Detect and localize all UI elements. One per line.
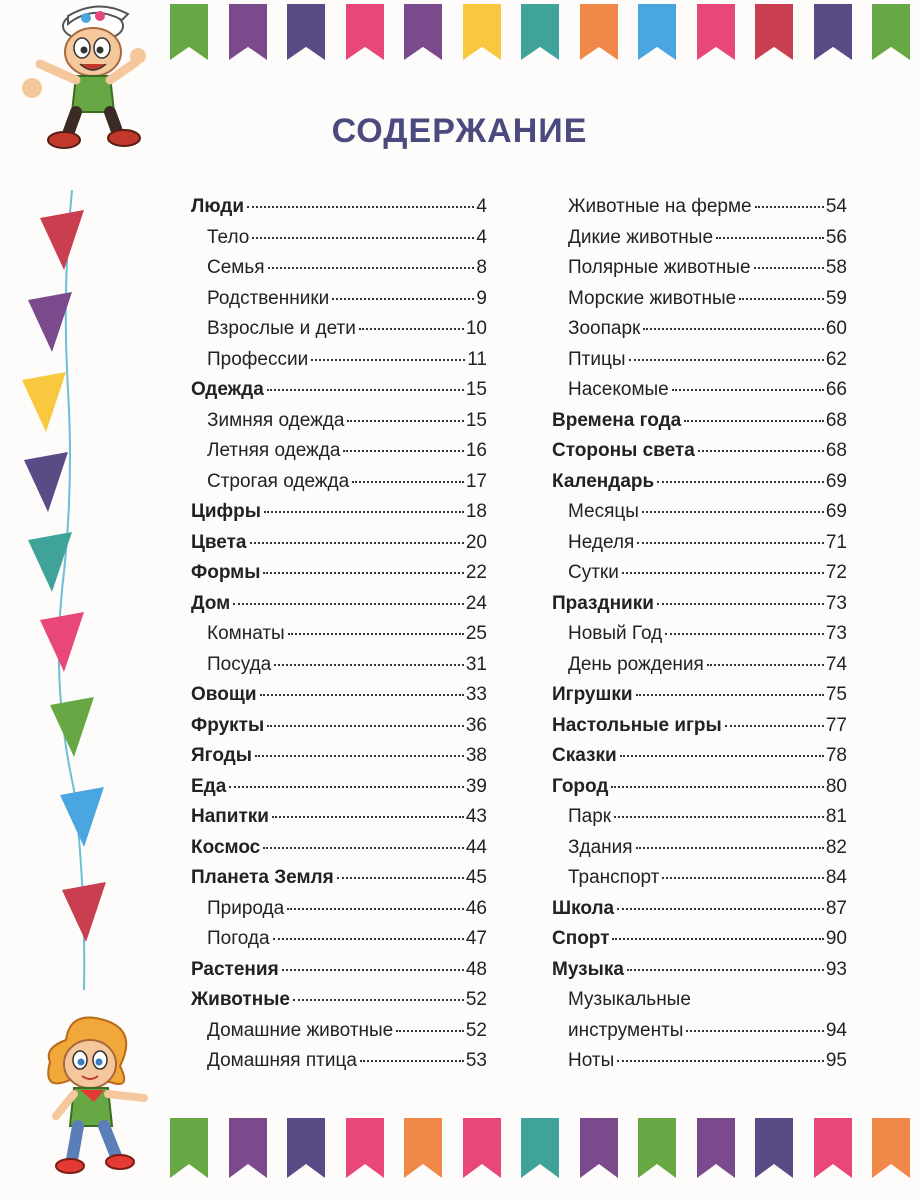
- toc-entry-page-number: 77: [825, 714, 847, 736]
- toc-entry-label: Комнаты: [207, 623, 285, 644]
- toc-entry-label: Полярные животные: [568, 257, 751, 278]
- toc-entry-label: Зоопарк: [568, 318, 641, 339]
- dot-leader: [250, 542, 464, 544]
- dot-leader: [611, 786, 823, 788]
- dot-leader: [263, 572, 463, 574]
- toc-entry-page-number: 56: [825, 226, 847, 248]
- toc-entry[interactable]: [552, 227, 847, 258]
- bunting-flag: [697, 4, 735, 60]
- dot-leader: [293, 999, 464, 1001]
- garland-pennant: [40, 612, 84, 672]
- toc-entry-label: Праздники: [552, 592, 654, 614]
- toc-entry-page-number: 54: [825, 196, 847, 217]
- toc-entry-label: Настольные игры: [552, 714, 722, 736]
- toc-entry[interactable]: [552, 654, 847, 685]
- toc-entry-page-number: 45: [465, 867, 487, 888]
- dot-leader: [636, 847, 824, 849]
- dot-leader: [657, 481, 824, 483]
- toc-entry-page-number: 60: [825, 318, 847, 339]
- bunting-flag: [521, 4, 559, 60]
- page-title: СОДЕРЖАНИЕ: [331, 112, 588, 150]
- toc-entry-page-number: 73: [825, 592, 847, 614]
- dot-leader: [247, 206, 474, 208]
- dot-leader: [627, 969, 824, 971]
- toc-entry[interactable]: [191, 227, 487, 258]
- toc-entry-label-line1: Музыкальные: [568, 989, 691, 1010]
- toc-entry-page-number: 87: [825, 897, 847, 919]
- toc-entry-page-number: 80: [825, 775, 847, 797]
- toc-entry[interactable]: [191, 410, 487, 441]
- toc-entry[interactable]: [191, 440, 487, 471]
- toc-left-column: [191, 196, 487, 1081]
- dot-leader: [233, 603, 464, 605]
- toc-entry-page-number: 94: [825, 1019, 847, 1041]
- toc-entry-label: Морские животные: [568, 287, 737, 309]
- toc-entry-page-number: 15: [465, 409, 487, 431]
- toc-entry-label: Город: [552, 775, 609, 797]
- toc-entry[interactable]: [191, 349, 487, 380]
- dot-leader: [684, 420, 824, 422]
- dot-leader: [662, 877, 823, 879]
- toc-entry-label: Планета Земля: [191, 867, 334, 888]
- garland-pennant: [24, 452, 68, 512]
- toc-entry-page-number: 8: [476, 257, 487, 278]
- dot-leader: [264, 511, 464, 513]
- toc-entry[interactable]: [552, 867, 847, 898]
- toc-entry[interactable]: [191, 959, 487, 990]
- side-garland: [0, 190, 120, 990]
- toc-entry[interactable]: [552, 928, 847, 959]
- bunting-flag: [814, 4, 852, 60]
- toc-entry-page-number: 48: [465, 958, 487, 980]
- toc-entry-page-number: 31: [465, 653, 487, 675]
- toc-entry[interactable]: [552, 745, 847, 776]
- toc-entry-page-number: 38: [465, 745, 487, 766]
- bunting-flag: [170, 1118, 208, 1178]
- toc-entry-label: Растения: [191, 958, 279, 980]
- dot-leader: [725, 725, 824, 727]
- toc-entry-page-number: 66: [825, 379, 847, 400]
- toc-entry-page-number: 53: [465, 1050, 487, 1071]
- garland-pennant: [22, 372, 66, 432]
- toc-entry[interactable]: [552, 715, 847, 746]
- dot-leader: [629, 359, 824, 361]
- dot-leader: [332, 298, 474, 300]
- toc-entry[interactable]: [552, 501, 847, 532]
- dot-leader: [272, 816, 464, 818]
- dot-leader: [287, 908, 464, 910]
- dot-leader: [672, 389, 824, 391]
- dot-leader: [642, 511, 824, 513]
- toc-entry-label: Времена года: [552, 409, 682, 431]
- dot-leader: [754, 267, 824, 269]
- toc-entry-page-number: 73: [825, 623, 847, 644]
- toc-entry[interactable]: [191, 501, 487, 532]
- toc-entry[interactable]: [552, 959, 847, 990]
- bunting-flag: [814, 1118, 852, 1178]
- toc-entry-page-number: 72: [825, 562, 847, 583]
- toc-entry[interactable]: [552, 898, 847, 929]
- bunting-flag: [229, 4, 267, 60]
- dot-leader: [637, 542, 824, 544]
- dot-leader: [288, 633, 464, 635]
- dot-leader: [657, 603, 824, 605]
- toc-entry-label: День рождения: [568, 653, 704, 675]
- dot-leader: [636, 694, 824, 696]
- bunting-flag: [463, 4, 501, 60]
- toc-entry-label: Цифры: [191, 501, 262, 522]
- toc-entry[interactable]: [552, 440, 847, 471]
- toc-entry-page-number: 44: [465, 836, 487, 858]
- dot-leader: [612, 938, 823, 940]
- toc-entry-label: Овощи: [191, 684, 257, 705]
- dot-leader: [255, 755, 464, 757]
- toc-entry-label: Домашние животные: [207, 1019, 394, 1041]
- toc-entry-label: Транспорт: [568, 867, 660, 888]
- bunting-flag: [170, 4, 208, 60]
- toc-entry-label: Сказки: [552, 745, 617, 766]
- toc-entry-label: Формы: [191, 562, 261, 583]
- dot-leader: [665, 633, 824, 635]
- dot-leader: [267, 389, 464, 391]
- bunting-flag: [287, 4, 325, 60]
- toc-entry[interactable]: [191, 898, 487, 929]
- toc-entry-label: Здания: [568, 836, 633, 858]
- dot-leader: [267, 725, 464, 727]
- toc-entry-label: Зимняя одежда: [207, 409, 345, 431]
- toc-entry-page-number: 46: [465, 897, 487, 919]
- toc-entry-page-number: 52: [465, 1019, 487, 1041]
- toc-entry-page-number: 10: [465, 318, 487, 339]
- toc-entry-page-number: 69: [825, 470, 847, 492]
- bunting-flag: [521, 1118, 559, 1178]
- toc-right-column: [552, 196, 847, 1081]
- bunting-flag: [638, 4, 676, 60]
- toc-entry[interactable]: [552, 776, 847, 807]
- toc-entry-page-number: 18: [465, 501, 487, 522]
- toc-entry-label: Игрушки: [552, 684, 633, 705]
- toc-entry[interactable]: [552, 806, 847, 837]
- toc-entry[interactable]: [552, 196, 847, 227]
- dot-leader: [396, 1030, 464, 1032]
- bunting-flag: [580, 4, 618, 60]
- toc-entry-label: Летняя одежда: [207, 440, 341, 461]
- toc-entry[interactable]: [552, 684, 847, 715]
- toc-entry-label: Птицы: [568, 348, 626, 370]
- toc-entry-page-number: 62: [825, 348, 847, 370]
- toc-entry[interactable]: [552, 349, 847, 380]
- bunting-flag: [404, 1118, 442, 1178]
- toc-entry[interactable]: [191, 623, 487, 654]
- toc-entry-label: Взрослые и дети: [207, 318, 356, 339]
- bunting-flag: [697, 1118, 735, 1178]
- toc-entry[interactable]: [191, 654, 487, 685]
- toc-entry[interactable]: [191, 318, 487, 349]
- toc-entry[interactable]: [191, 715, 487, 746]
- bunting-flag: [287, 1118, 325, 1178]
- bunting-flag: [346, 1118, 384, 1178]
- toc-entry[interactable]: [191, 684, 487, 715]
- dot-leader: [274, 664, 464, 666]
- toc-entry[interactable]: [552, 379, 847, 410]
- bunting-bottom: [0, 1112, 919, 1182]
- toc-entry[interactable]: [191, 806, 487, 837]
- toc-entry-page-number: 24: [465, 592, 487, 614]
- toc-entry-label: Посуда: [207, 653, 272, 675]
- toc-entry[interactable]: [191, 562, 487, 593]
- toc-entry-page-number: 20: [465, 531, 487, 553]
- toc-entry-page-number: 15: [465, 379, 487, 400]
- toc-entry[interactable]: [191, 471, 487, 502]
- toc-entry-label: Дикие животные: [568, 226, 714, 248]
- toc-entry-label: Домашняя птица: [207, 1050, 357, 1071]
- toc-entry-page-number: 68: [825, 440, 847, 461]
- toc-entry-page-number: 43: [465, 806, 487, 827]
- toc-entry[interactable]: [191, 257, 487, 288]
- dot-leader: [311, 359, 465, 361]
- toc-entry-page-number: 75: [825, 684, 847, 705]
- dot-leader: [252, 237, 474, 239]
- toc-entry-label: Родственники: [207, 287, 330, 309]
- dot-leader: [347, 420, 463, 422]
- toc-entry-page-number: 81: [825, 806, 847, 827]
- garland-pennant: [60, 787, 104, 847]
- toc-entry-page-number: 36: [465, 714, 487, 736]
- toc-entry-label: Парк: [568, 806, 612, 827]
- bunting-flag: [755, 4, 793, 60]
- bunting-flag: [638, 1118, 676, 1178]
- toc-entry-label: Космос: [191, 836, 261, 858]
- dot-leader: [260, 694, 464, 696]
- toc-entry[interactable]: [552, 471, 847, 502]
- toc-entry-page-number: 84: [825, 867, 847, 888]
- toc-entry-label: инструменты: [568, 1019, 684, 1041]
- toc-entry-page-number: 74: [825, 653, 847, 675]
- toc-entry-page-number: 52: [465, 989, 487, 1010]
- bunting-flag: [463, 1118, 501, 1178]
- toc-entry-page-number: 17: [465, 470, 487, 492]
- dot-leader: [337, 877, 464, 879]
- toc-entry-page-number: 69: [825, 501, 847, 522]
- toc-entry-label: Школа: [552, 897, 615, 919]
- toc-entry-label: Ягоды: [191, 745, 252, 766]
- toc-entry-page-number: 22: [465, 562, 487, 583]
- toc-entry-label: Люди: [191, 196, 245, 217]
- bunting-flag: [872, 4, 910, 60]
- toc-entry-page-number: 4: [476, 226, 487, 248]
- toc-entry-label: Новый Год: [568, 623, 663, 644]
- toc-entry-label: Тело: [207, 226, 250, 248]
- toc-entry-label: Насекомые: [568, 379, 669, 400]
- toc-entry[interactable]: [552, 623, 847, 654]
- toc-entry-label: Животные: [191, 989, 290, 1010]
- toc-entry-page-number: 90: [825, 928, 847, 949]
- toc-entry-label: Напитки: [191, 806, 269, 827]
- toc-entry[interactable]: [191, 593, 487, 624]
- toc-entry[interactable]: [552, 288, 847, 319]
- bunting-flag: [872, 1118, 910, 1178]
- dot-leader: [360, 1060, 464, 1062]
- toc-entry[interactable]: [552, 837, 847, 868]
- toc-entry[interactable]: [552, 257, 847, 288]
- toc-entry-label: Погода: [207, 928, 270, 949]
- toc-entry[interactable]: [191, 989, 487, 1020]
- toc-entry-label: Месяцы: [568, 501, 639, 522]
- dot-leader: [755, 206, 824, 208]
- garland-pennant: [50, 697, 94, 757]
- toc-entry[interactable]: [191, 532, 487, 563]
- bunting-flag: [755, 1118, 793, 1178]
- toc-entry[interactable]: [191, 837, 487, 868]
- dot-leader: [643, 328, 824, 330]
- dot-leader: [273, 938, 464, 940]
- toc-entry-page-number: 47: [465, 928, 487, 949]
- toc-entry-label: Цвета: [191, 531, 247, 553]
- toc-entry[interactable]: [191, 288, 487, 319]
- toc-entry[interactable]: [552, 318, 847, 349]
- toc-entry-page-number: 25: [465, 623, 487, 644]
- toc-entry-page-number: 78: [825, 745, 847, 766]
- toc-entry-label: Ноты: [568, 1050, 615, 1071]
- toc-entry-label: Строгая одежда: [207, 470, 350, 492]
- toc-entry-page-number: 11: [467, 348, 487, 370]
- toc-entry-page-number: 9: [476, 287, 487, 309]
- dot-leader: [268, 267, 475, 269]
- bunting-flag: [580, 1118, 618, 1178]
- garland-pennant: [40, 210, 84, 270]
- dot-leader: [707, 664, 824, 666]
- dot-leader: [263, 847, 464, 849]
- toc-entry-page-number: 68: [825, 409, 847, 431]
- toc-entry[interactable]: [191, 867, 487, 898]
- toc-entry[interactable]: [552, 1050, 847, 1081]
- toc-entry[interactable]: [191, 928, 487, 959]
- toc-entry-label: Животные на ферме: [568, 196, 752, 217]
- toc-entry-label: Неделя: [568, 531, 635, 553]
- toc-entry-label: Одежда: [191, 379, 264, 400]
- toc-entry-label: Музыка: [552, 958, 624, 980]
- toc-entry-label: Профессии: [207, 348, 309, 370]
- toc-entry-label: Сутки: [568, 562, 619, 583]
- dot-leader: [739, 298, 824, 300]
- toc-entry[interactable]: [191, 196, 487, 227]
- toc-entry-label: Природа: [207, 897, 285, 919]
- toc-entry-page-number: 33: [465, 684, 487, 705]
- toc-entry-page-number: 4: [476, 196, 487, 217]
- toc-entry-label: Спорт: [552, 928, 610, 949]
- dot-leader: [359, 328, 464, 330]
- toc-entry-label: Стороны света: [552, 440, 695, 461]
- toc-entry-page-number: 58: [825, 257, 847, 278]
- toc-entry-label: Семья: [207, 257, 265, 278]
- toc-entry-page-number: 95: [825, 1050, 847, 1071]
- toc-entry[interactable]: [191, 1050, 487, 1081]
- toc-entry-label: Дом: [191, 592, 231, 614]
- dot-leader: [716, 237, 824, 239]
- toc-entry-label: Фрукты: [191, 714, 265, 736]
- dot-leader: [343, 450, 463, 452]
- toc-entry[interactable]: [552, 410, 847, 441]
- toc-entry[interactable]: [552, 562, 847, 593]
- dot-leader: [614, 816, 824, 818]
- toc-entry[interactable]: [191, 379, 487, 410]
- garland-pennant: [62, 882, 106, 942]
- bunting-flag: [346, 4, 384, 60]
- dot-leader: [686, 1030, 823, 1032]
- toc-entry-label: Еда: [191, 775, 227, 797]
- dot-leader: [617, 1060, 824, 1062]
- toc-entry[interactable]: [552, 593, 847, 624]
- toc-entry[interactable]: [552, 1020, 847, 1051]
- toc-entry[interactable]: [191, 1020, 487, 1051]
- bunting-flag: [404, 4, 442, 60]
- toc-entry-page-number: 93: [825, 958, 847, 980]
- toc-entry-page-number: 82: [825, 836, 847, 858]
- bunting-flag: [229, 1118, 267, 1178]
- dot-leader: [352, 481, 464, 483]
- dot-leader: [622, 572, 824, 574]
- toc-entry-page-number: 39: [465, 775, 487, 797]
- toc-entry-page-number: 59: [825, 287, 847, 309]
- toc-entry[interactable]: [191, 776, 487, 807]
- toc-entry-label: Календарь: [552, 470, 655, 492]
- dot-leader: [229, 786, 464, 788]
- dot-leader: [617, 908, 824, 910]
- dot-leader: [698, 450, 824, 452]
- toc-entry[interactable]: [552, 532, 847, 563]
- dot-leader: [282, 969, 464, 971]
- dot-leader: [620, 755, 824, 757]
- toc-entry[interactable]: [191, 745, 487, 776]
- toc-entry-page-number: 71: [825, 531, 847, 553]
- toc-entry-page-number: 16: [465, 440, 487, 461]
